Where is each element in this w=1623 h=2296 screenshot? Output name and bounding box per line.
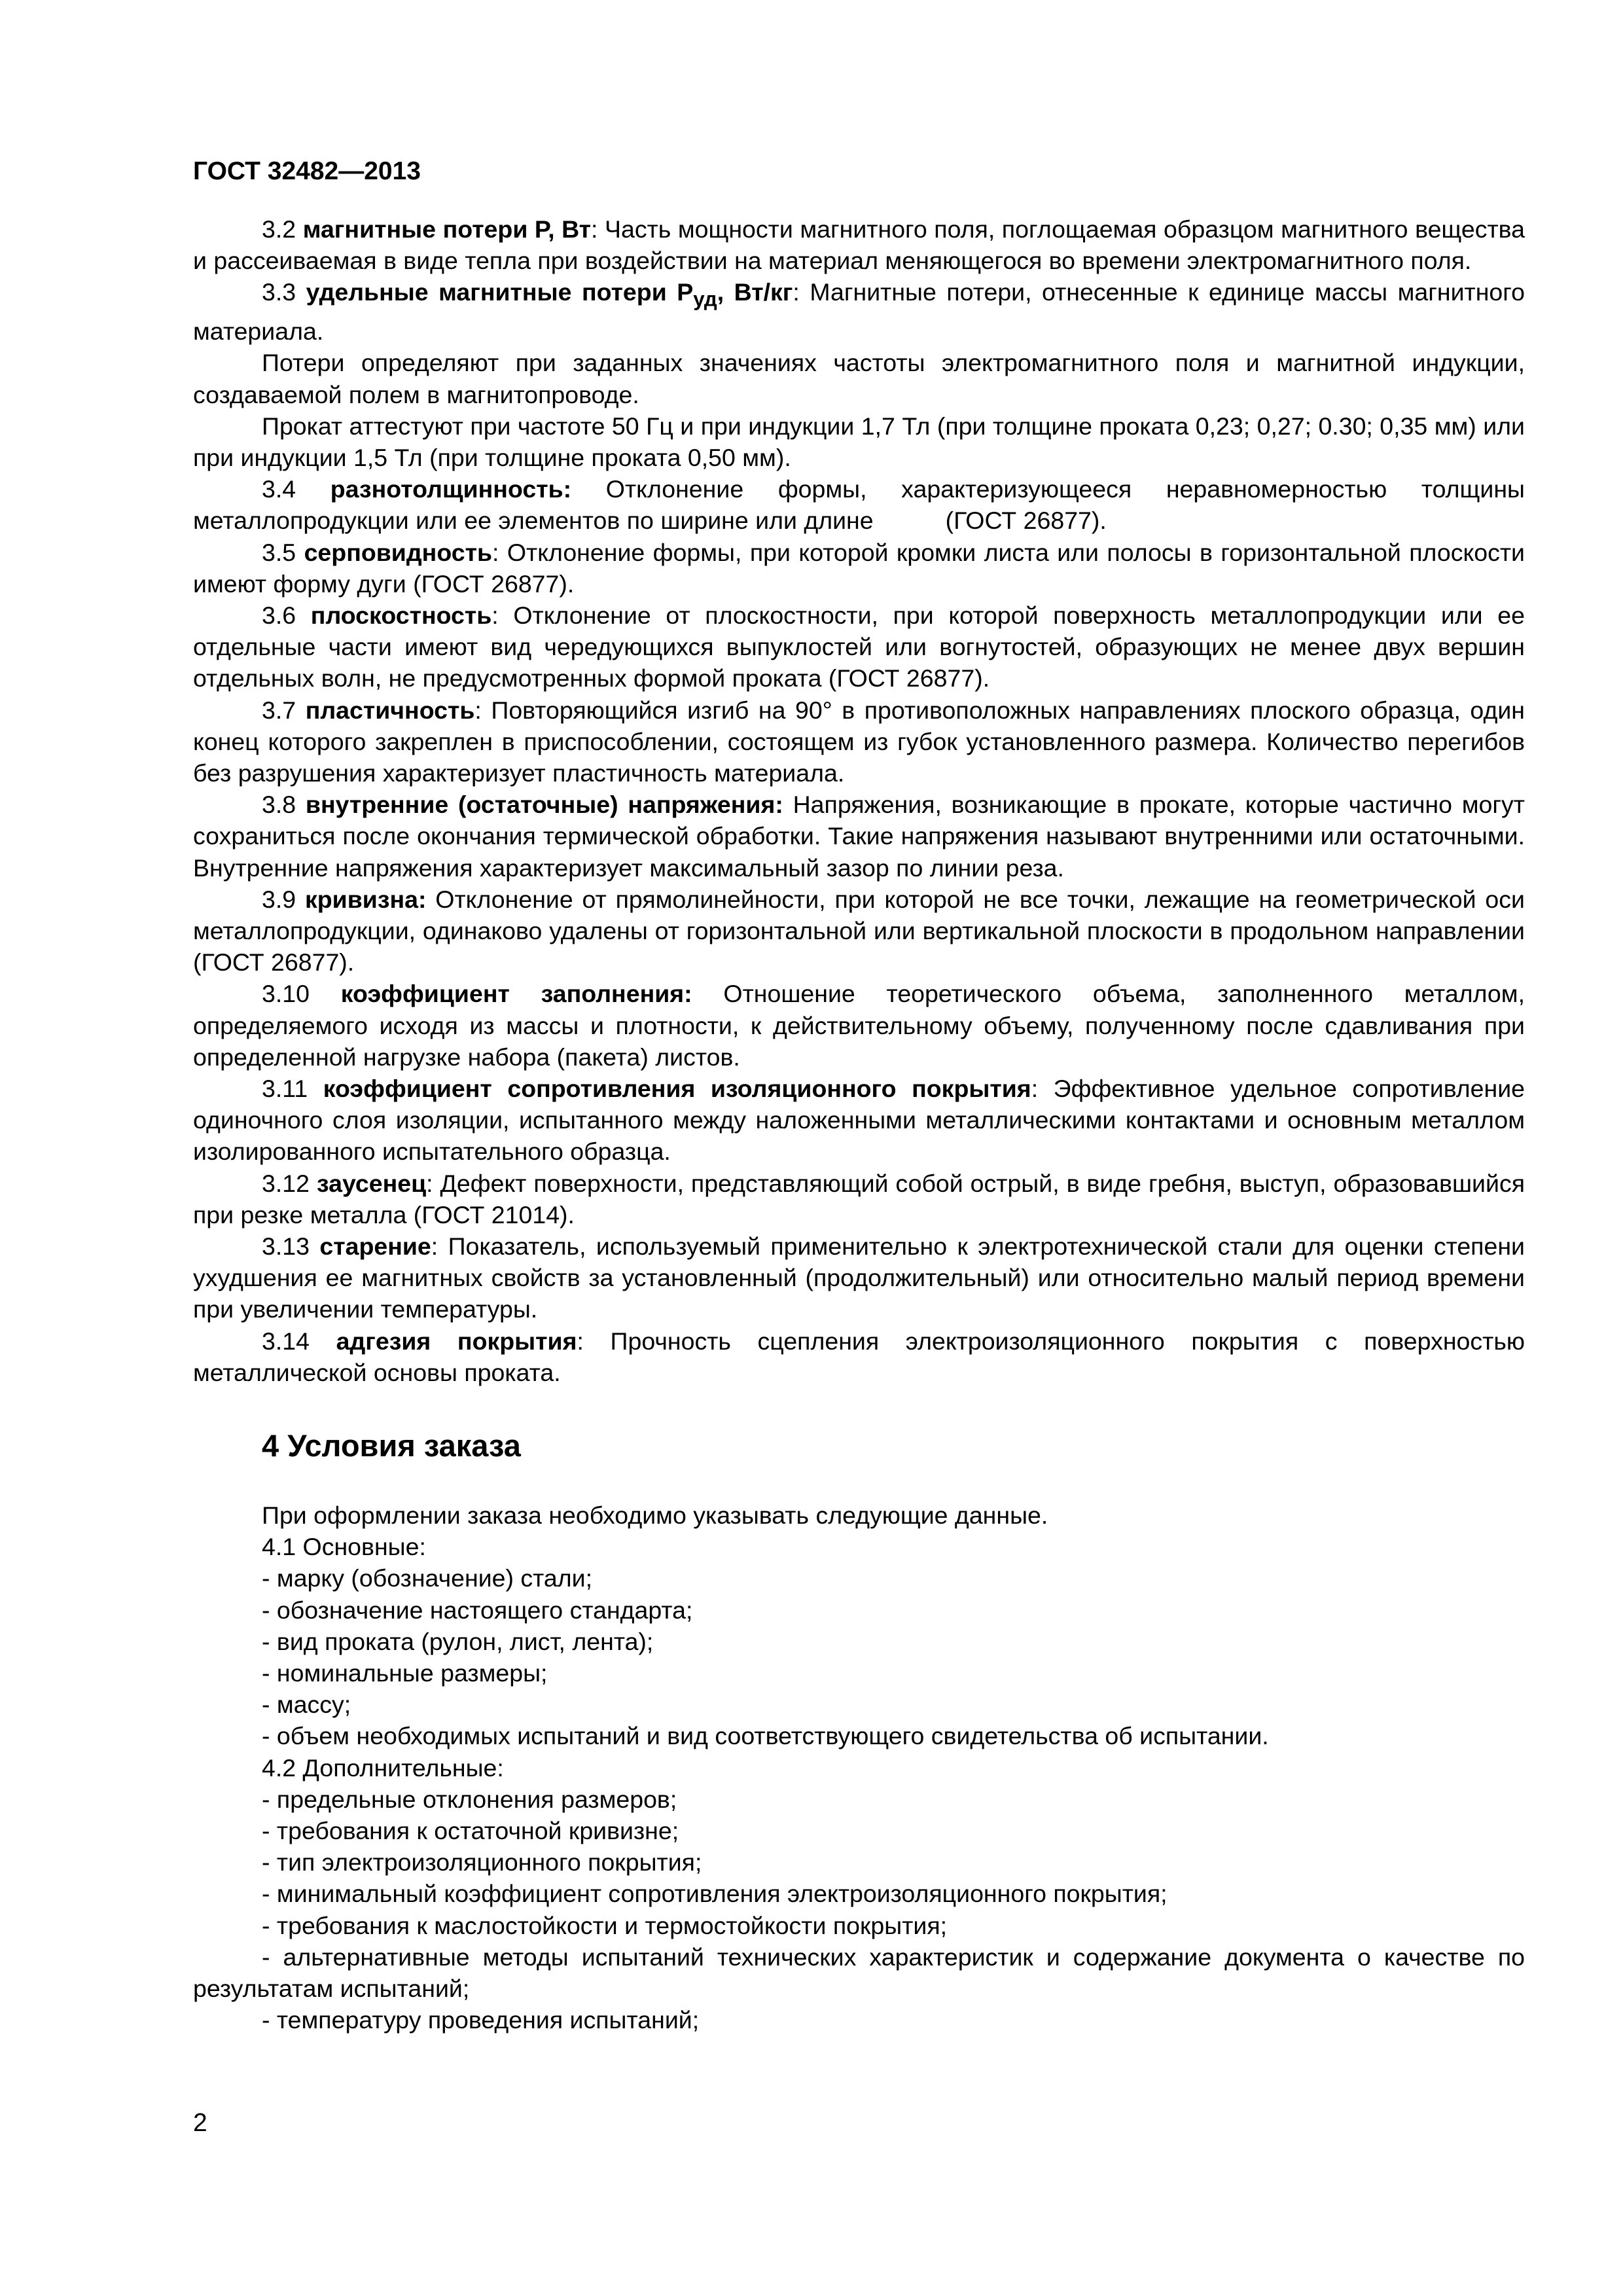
list-item: - требования к маслостойкости и термостойкости покрытия; bbox=[262, 1911, 948, 1939]
list-item: - массу; bbox=[262, 1691, 351, 1719]
term: адгезия покрытия bbox=[336, 1327, 577, 1355]
document-header: ГОСТ 32482—2013 bbox=[193, 157, 421, 185]
paragraph-losses: Потери определяют при заданных значениях частоты электромагнитного поля и магнитной индукции, создаваемой полем в магнитопроводе. bbox=[193, 349, 1525, 408]
list-item: - вид проката (рулон, лист, лента); bbox=[262, 1627, 654, 1655]
term: серповидность bbox=[304, 538, 492, 566]
term: внутренние (остаточные) напряжения: bbox=[305, 791, 783, 819]
list-item: - номинальные размеры; bbox=[262, 1659, 548, 1687]
page-number: 2 bbox=[193, 2109, 207, 2137]
section-intro: При оформлении заказа необходимо указывать следующие данные. bbox=[262, 1501, 1048, 1530]
section-title: 4 Условия заказа bbox=[262, 1428, 521, 1463]
paragraph-certification: Прокат аттестуют при частоте 50 Гц и при индукции 1,7 Тл (при толщине проката 0,23; 0,27; 0.30; 0,35 мм) или при индукции 1,5 Тл (при толщине проката 0,50 мм). bbox=[193, 412, 1525, 471]
definition-3-12: 3.12 заусенец: Дефект поверхности, представляющий собой острый, в виде гребня, выступ, образовавшийся при резке металла (ГОСТ 21014). bbox=[193, 1169, 1525, 1229]
basic-label: 4.1 Основные: bbox=[262, 1533, 426, 1561]
term: коэффициент заполнения: bbox=[340, 980, 692, 1008]
definition-3-3: 3.3 удельные магнитные потери $P_{уд}$, Вт/кг: Магнитные потери, отнесенные к единице массы магнитного материала. bbox=[193, 278, 1525, 346]
term: разнотолщинность: bbox=[330, 475, 572, 503]
document-body bbox=[193, 213, 1525, 2036]
list-item: - требования к остаточной кривизне; bbox=[262, 1817, 679, 1845]
list-item: - температуру проведения испытаний; bbox=[262, 2006, 700, 2034]
term: пластичность bbox=[305, 696, 475, 724]
list-item: - марку (обозначение) стали; bbox=[262, 1564, 593, 1592]
definition-3-13: 3.13 старение: Показатель, используемый применительно к электротехнической стали для оценки степени ухудшения ее магнитных свойств за установленный (продолжительный) или относительно малый период времени при увеличении температуры. bbox=[193, 1232, 1525, 1323]
list-item: - предельные отклонения размеров; bbox=[262, 1785, 677, 1813]
term: магнитные потери P, Вт bbox=[302, 215, 592, 243]
term: заусенец bbox=[316, 1169, 427, 1197]
term: коэффициент сопротивления изоляционного покрытия bbox=[323, 1074, 1031, 1102]
term: удельные магнитные потери $P_{уд}$, Вт/кг bbox=[306, 278, 793, 311]
list-item: - минимальный коэффициент сопротивления электроизоляционного покрытия; bbox=[262, 1880, 1168, 1908]
definition-3-7: 3.7 пластичность: Повторяющийся изгиб на 90° в противоположных направлениях плоского образца, один конец которого закреплен в приспособлении, состоящем из губок установленного размера. Количество перегибов без разрушения характеризует пластичность материала. bbox=[193, 696, 1525, 787]
definition-3-10: 3.10 коэффициент заполнения: Отношение теоретического объема, заполненного металлом, определяемого исходя из массы и плотности, к действительному объему, полученному после сдавливания при определенной нагрузке набора (пакета) листов. bbox=[193, 980, 1525, 1071]
extra-label: 4.2 Дополнительные: bbox=[262, 1753, 504, 1782]
term: старение bbox=[319, 1232, 431, 1260]
definition-3-6: 3.6 плоскостность: Отклонение от плоскостности, при которой поверхность металлопродукции или ее отдельные части имеют вид чередующихся выпуклостей или вогнутостей, образующих не менее двух вершин отдельных волн, не предусмотренных формой проката (ГОСТ 26877). bbox=[193, 601, 1525, 692]
term: плоскостность bbox=[310, 601, 492, 629]
list-item: - альтернативные методы испытаний технических характеристик и содержание документа о качестве по результатам испытаний; bbox=[193, 1943, 1525, 2003]
definition-3-2: 3.2 магнитные потери P, Вт: Часть мощности магнитного поля, поглощаемая образцом магнитного вещества и рассеиваемая в виде тепла при воздействии на материал меняющегося во времени электромагнитного поля. bbox=[193, 215, 1525, 275]
list-item: - объем необходимых испытаний и вид соответствующего свидетельства об испытании. bbox=[262, 1722, 1269, 1750]
list-item: - обозначение настоящего стандарта; bbox=[262, 1596, 693, 1624]
definition-3-11: 3.11 коэффициент сопротивления изоляционного покрытия: Эффективное удельное сопротивление одиночного слоя изоляции, испытанного между наложенными металлическими контактами и основным металлом изолированного испытательного образца. bbox=[193, 1074, 1525, 1166]
definition-3-9: 3.9 кривизна: Отклонение от прямолинейности, при которой не все точки, лежащие на геометрической оси металлопродукции, одинаково удалены от горизонтальной или вертикальной плоскости в продольном направлении (ГОСТ 26877). bbox=[193, 885, 1525, 977]
definition-3-14: 3.14 адгезия покрытия: Прочность сцепления электроизоляционного покрытия с поверхностью металлической основы проката. bbox=[193, 1327, 1525, 1386]
term: кривизна: bbox=[304, 885, 427, 913]
definition-3-8: 3.8 внутренние (остаточные) напряжения: Напряжения, возникающие в прокате, которые частично могут сохраниться после окончания термической обработки. Такие напряжения называют внутренними или остаточными. Внутренние напряжения характеризует максимальный зазор по линии реза. bbox=[193, 791, 1525, 882]
definition-3-5: 3.5 серповидность: Отклонение формы, при которой кромки листа или полосы в горизонтальной плоскости имеют форму дуги (ГОСТ 26877). bbox=[193, 538, 1525, 598]
list-item: - тип электроизоляционного покрытия; bbox=[262, 1848, 702, 1876]
definition-3-4: 3.4 разнотолщинность: Отклонение формы, характеризующееся неравномерностью толщины металлопродукции или ее элементов по ширине или длине (ГОСТ 26877). bbox=[193, 475, 1525, 535]
